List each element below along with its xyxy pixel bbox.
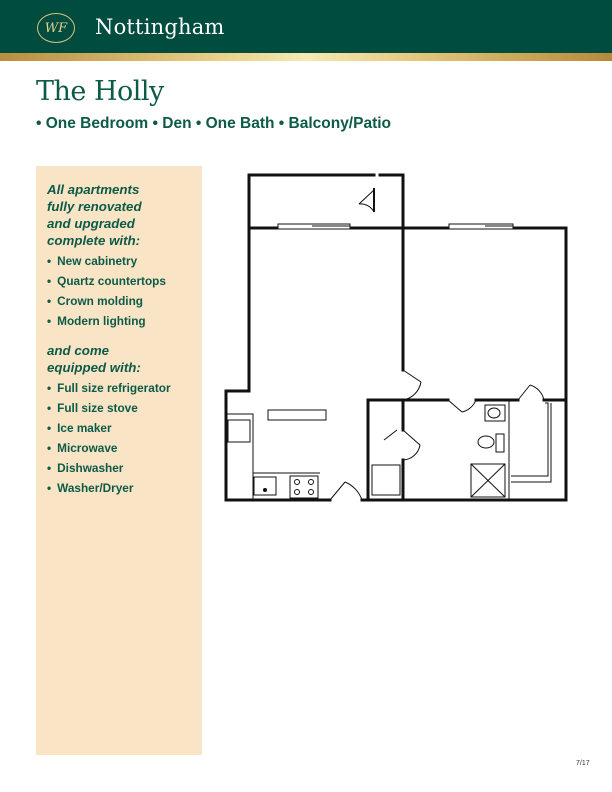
door-leaf — [384, 430, 397, 440]
renovated-heading — [47, 181, 142, 249]
list-item: • Dishwasher — [47, 460, 171, 480]
door-leaf — [359, 190, 374, 204]
entry-door-leaf — [330, 482, 345, 500]
renovated-heading-line: fully renovated — [47, 199, 142, 214]
equipped-heading-line: equipped with: — [47, 360, 141, 375]
renovated-heading-line: and upgraded — [47, 216, 135, 231]
interior-wall — [368, 400, 448, 500]
door-swing — [530, 385, 544, 400]
door-swing — [403, 445, 420, 460]
exterior-wall — [362, 228, 566, 500]
page-number: 7/17 — [576, 760, 590, 767]
list-item: • Microwave — [47, 440, 171, 460]
burner-icon — [309, 490, 314, 495]
door-swing — [403, 382, 421, 400]
washer-dryer — [372, 465, 400, 495]
list-item: • Quartz countertops — [47, 273, 166, 293]
door-swing — [462, 400, 476, 412]
equipped-list — [47, 380, 171, 500]
list-item: • New cabinetry — [47, 253, 166, 273]
toilet-bowl — [478, 436, 494, 448]
breakfast-bar — [268, 410, 326, 420]
balcony-wall — [380, 175, 403, 228]
door-leaf — [403, 370, 421, 382]
toilet-tank — [496, 434, 504, 452]
equipped-heading — [47, 342, 141, 376]
kitchen-sink — [254, 477, 276, 495]
list-item: • Crown molding — [47, 293, 166, 313]
door-leaf — [448, 400, 462, 412]
list-item: • Full size refrigerator — [47, 380, 171, 400]
list-item: • Full size stove — [47, 400, 171, 420]
gold-divider — [0, 53, 612, 61]
sink-basin — [488, 408, 500, 418]
closet-shelf — [511, 403, 551, 482]
door-leaf — [403, 430, 420, 445]
logo-initials: WF — [44, 20, 68, 36]
header-bar — [0, 0, 612, 53]
burner-icon — [295, 490, 300, 495]
renovated-heading-line: All apartments — [47, 182, 140, 197]
faucet-icon — [264, 489, 267, 492]
refrigerator — [228, 420, 250, 442]
community-name: Nottingham — [95, 15, 225, 39]
kitchen-counter — [226, 414, 253, 500]
balcony-wall — [249, 175, 374, 228]
entry-door-swing — [345, 482, 362, 500]
burner-icon — [295, 480, 300, 485]
floor-plan — [220, 168, 572, 508]
plan-features: • One Bedroom • Den • One Bath • Balcony/Patio — [36, 115, 392, 132]
equipped-heading-line: and come — [47, 343, 110, 358]
list-item: • Modern lighting — [47, 313, 166, 333]
closet-shelf — [511, 403, 548, 476]
list-item: • Ice maker — [47, 420, 171, 440]
list-item: • Washer/Dryer — [47, 480, 171, 500]
renovated-heading-line: complete with: — [47, 233, 141, 248]
renovated-list — [47, 253, 166, 333]
community-logo — [37, 13, 75, 43]
plan-title: The Holly — [36, 76, 164, 107]
door-swing — [359, 204, 374, 212]
door-leaf — [518, 385, 530, 400]
burner-icon — [309, 480, 314, 485]
stove — [290, 476, 318, 498]
exterior-wall — [226, 228, 330, 500]
